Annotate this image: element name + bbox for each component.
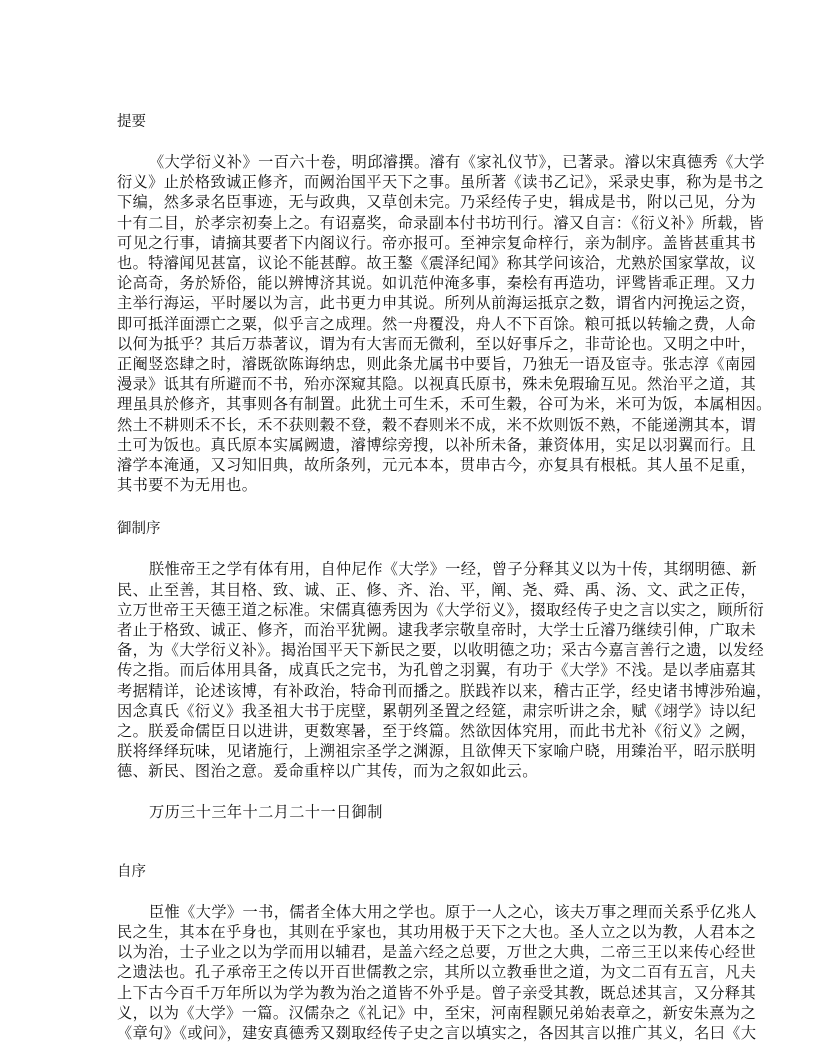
text-line: 德、新民、图治之意。爰命重梓以广其传，而为之叙如此云。 [117, 762, 538, 781]
text-line: 其书要不为无用也。 [117, 476, 258, 495]
document-page [117, 112, 772, 1043]
text-line: 下编，然多录名臣事迹，无与政典，又草创未完。乃采经传子史，辑成是书，附以己见，分为 [117, 193, 757, 212]
text-line: 以何为抵乎？其后万恭著议，谓为有大害而无微利，至以好事斥之，非苛论也。又明之中叶， [117, 334, 757, 353]
text-line: 上下古今百千万年所以为学为教为治之道皆不外乎是。曾子亲受其教，既总述其言，又分释其 [117, 983, 757, 1002]
text-line: 朕将绎绎玩味，见诸施行，上溯祖宗圣学之渊源，且欲俾天下家喻户晓，用臻治平，昭示朕明 [117, 742, 757, 761]
text-line: 可见之行事，请摘其要者下内阁议行。帝亦报可。至神宗复命梓行，亲为制序。盖皆甚重其书 [117, 233, 757, 252]
text-line: 因念真氏《衍义》我圣祖大书于庑壁，累朝列圣置之经筵，肃宗听讲之余，赋《翊学》诗以纪 [117, 701, 757, 720]
text-line: 传之指。而后体用具备，成真氏之完书，为孔曾之羽翼，有功于《大学》不浅。是以孝庙嘉其 [117, 661, 757, 680]
text-line: 备，为《大学衍义补》。揭治国平天下新民之要，以收明德之功；采古今嘉言善行之遗，以发经 [117, 641, 765, 660]
text-line: 义，以为《大学》一篇。汉儒杂之《礼记》中，至宋，河南程颢兄弟始表章之，新安朱熹为之 [117, 1003, 757, 1022]
text-line: 民、止至善，其目格、致、诚、正、修、齐、治、平，阐、尧、舜、禹、汤、文、武之正传， [117, 580, 757, 599]
text-line: 民之生，其本在乎身也，其则在乎家也，其功用极于天下之大也。圣人立之以为教，人君本之 [117, 922, 757, 941]
text-line: 正阉竖恣肆之时，濬既欲陈诲纳忠，则此条尤属书中要旨，乃独无一语及宦寺。张志淳《南园 [117, 355, 757, 374]
section-heading-tiyao: 提要 [117, 114, 146, 130]
text-line: 臣惟《大学》一书，儒者全体大用之学也。原于一人之心，该夫万事之理而关系乎亿兆人 [149, 902, 757, 921]
text-line: 十有二目，於孝宗初奏上之。有诏嘉奖，命录副本付书坊刊行。濬又自言：《衍义补》所载，皆 [117, 213, 765, 232]
zixu-paragraph [117, 902, 757, 1043]
text-line: 论高奇，务於矫俗，能以辨博济其说。如讥范仲淹多事，秦桧有再造功，评骘皆乖正理。又力 [117, 274, 757, 293]
yuzhixu-paragraph [117, 559, 772, 781]
text-line: 然土不耕则禾不长，禾不获则穀不登，穀不舂则米不成，米不炊则饭不熟，不能递溯其本，谓 [117, 415, 757, 434]
text-line: 即可抵洋面漂亡之粟，似乎言之成理。然一舟覆没，舟人不下百馀。粮可抵以转输之费，人命 [117, 314, 757, 333]
text-line: 立万世帝王天德王道之标准。宋儒真德秀因为《大学衍义》，掇取经传子史之言以实之，顾所衍 [117, 600, 765, 619]
text-line: 之。朕爰命儒臣日以进讲，更数寒暑，至于终篇。然欲因体究用，而此书尤补《衍义》之阙， [117, 722, 757, 741]
text-line: 之遗法也。孔子承帝王之传以开百世儒教之宗，其所以立教垂世之道，为文二百有五言，凡夫 [117, 963, 757, 982]
text-line: 也。特濬闻见甚富，议论不能甚醇。故王鏊《震泽纪闻》称其学问该洽，尤熟於国家掌故，议 [117, 254, 757, 273]
text-line: 者止于格致、诚正、修齐，而治平犹阙。逮我孝宗敬皇帝时，大学士丘濬乃继续引伸，广取未 [117, 621, 757, 640]
text-line: 以为治，士子业之以为学而用以辅君，是盖六经之总要，万世之大典，二帝三王以来传心经世 [117, 943, 757, 962]
text-line: 理虽具於修齐，其事则各有制置。此犹土可生禾，禾可生穀，谷可为米，米可为饭，本属相因。 [117, 395, 772, 414]
section-heading-zixu: 自序 [117, 863, 146, 880]
text-line: 《章句》《或问》，建安真德秀又剟取经传子史之言以填实之，各因其言以推广其义，名曰《大 [117, 1023, 757, 1042]
imperial-preface-date: 万历三十三年十二月二十一日御制 [149, 802, 383, 821]
text-line: 漫录》诋其有所避而不书，殆亦深窥其隐。以视真氏原书，殊未免瑕瑜互见。然治平之道，其 [117, 375, 757, 394]
text-line: 土可为饭也。真氏原本实属阙遗，濬博综旁搜，以补所未备，兼资体用，实足以羽翼而行。且 [117, 435, 757, 454]
text-line: 濬学本淹通，又习知旧典，故所条列，元元本本，贯串古今，亦复具有根柢。其人虽不足重， [117, 456, 757, 475]
text-line: 考据精详，论述该博，有补政治，特命刊而播之。朕践祚以来，稽古正学，经史诸书博涉殆遍， [117, 681, 772, 700]
text-line: 《大学衍义补》一百六十卷，明邱濬撰。濬有《家礼仪节》，已著录。濬以宋真德秀《大学 [149, 153, 765, 171]
text-line: 朕惟帝王之学有体有用，自仲尼作《大学》一经，曾子分释其义以为十传，其纲明德、新 [149, 560, 757, 579]
text-line: 主举行海运，平时屡以为言，此书更力申其说。所列从前海运抵京之数，谓省内河挽运之资， [117, 294, 757, 313]
text-line: 衍义》止於格致诚正修齐，而阙治国平天下之事。虽所著《读书乙记》，采录史事，称为是书之 [117, 173, 765, 192]
tiyao-paragraph [117, 152, 772, 495]
section-heading-yuzhixu: 御制序 [117, 521, 161, 538]
